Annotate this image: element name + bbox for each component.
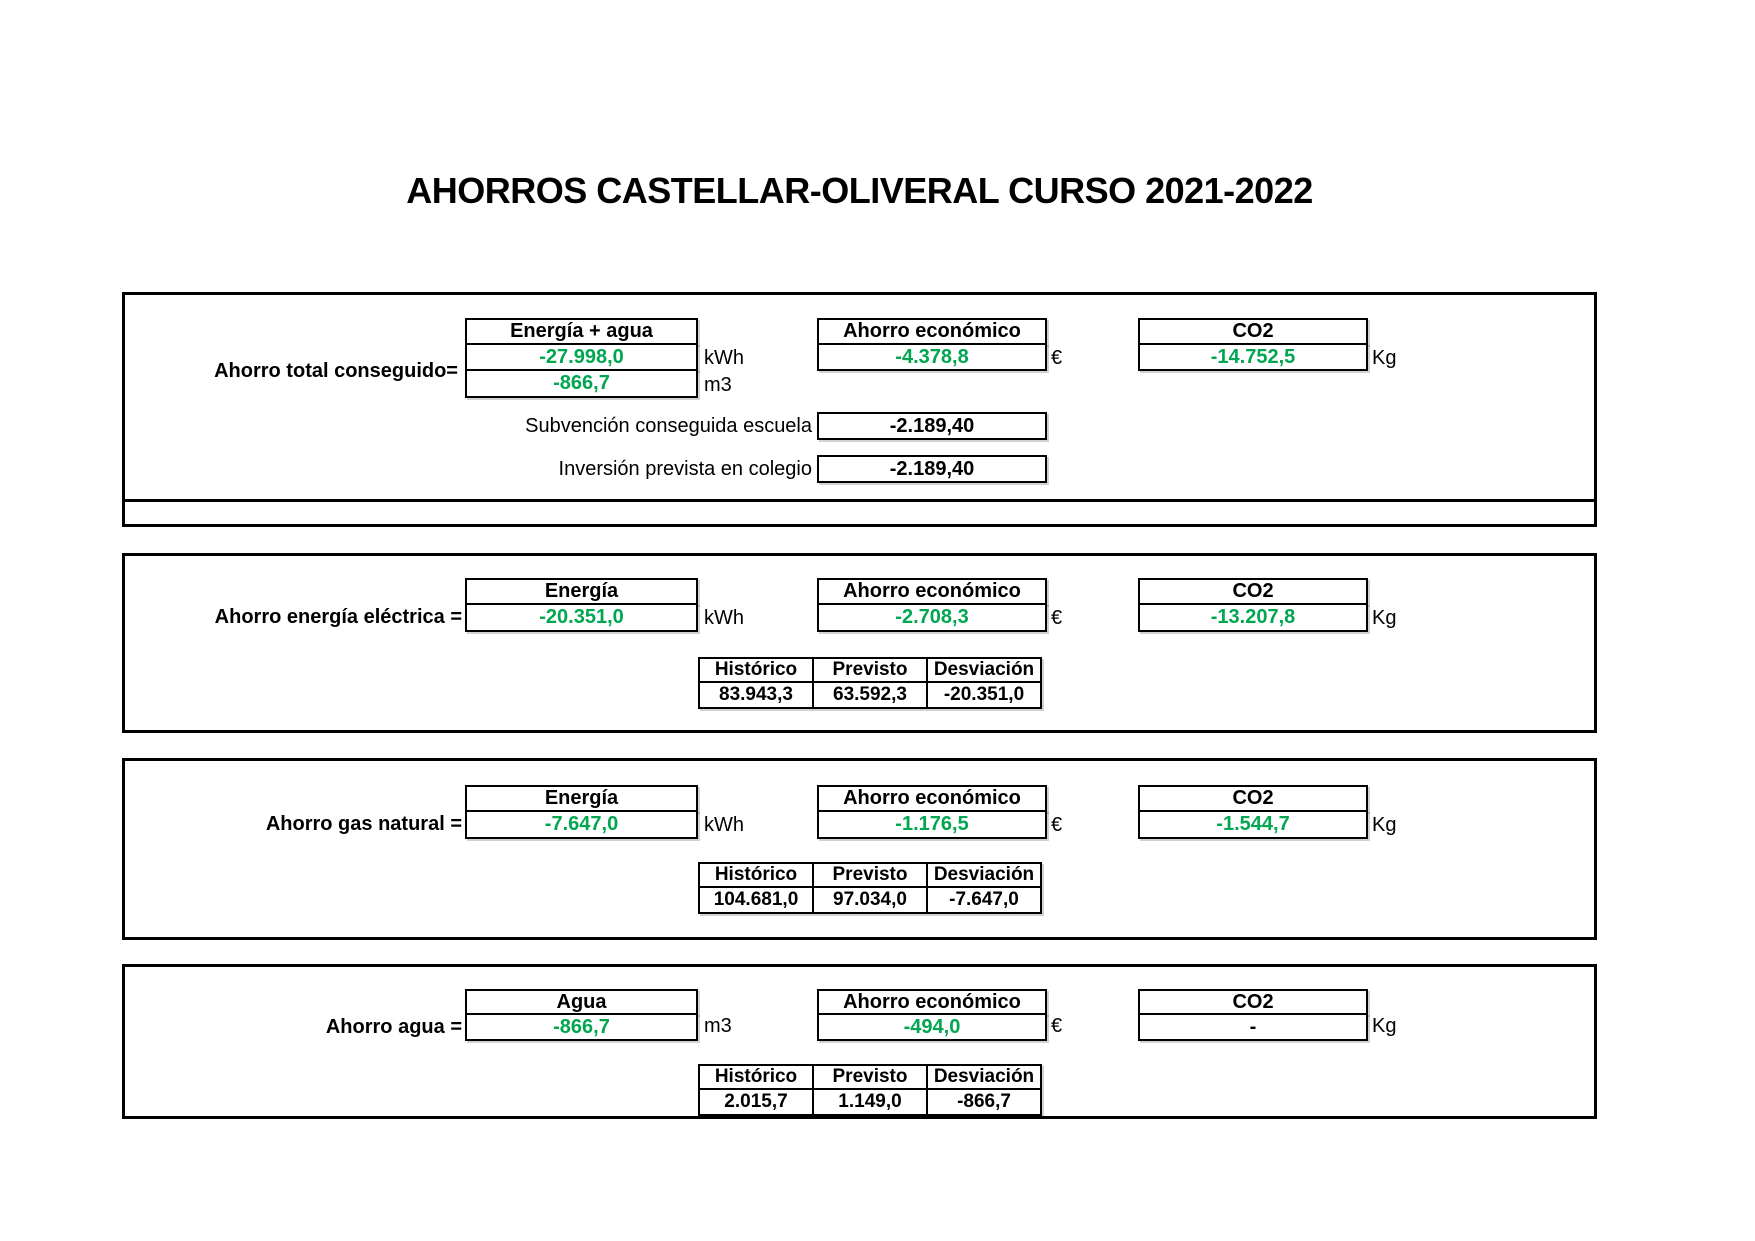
- total-euro-unit-label: €: [1051, 346, 1063, 369]
- electricity-kwh-unit-label: kWh: [704, 607, 744, 629]
- electricity-economic-header-cell: Ahorro económico: [817, 578, 1047, 605]
- gas-economic-column: [817, 785, 1047, 839]
- electricity-energy-value-cell: -20.351,0: [465, 603, 698, 632]
- water-economic-column: [817, 989, 1047, 1041]
- electricity-energy-column: [465, 578, 698, 632]
- total-kg-unit-label: Kg: [1372, 346, 1397, 369]
- water-energy-column: [465, 989, 698, 1041]
- page-title: AHORROS CASTELLAR-OLIVERAL CURSO 2021-2022: [406, 170, 1313, 211]
- total-kwh-unit-label: kWh: [704, 346, 744, 369]
- deviation-header-cell: Desviación: [927, 658, 1041, 682]
- gas-economic-value-cell: -1.176,5: [817, 810, 1047, 839]
- total-economic-header-cell: Ahorro económico: [817, 318, 1047, 345]
- gas-energy-column: [465, 785, 698, 839]
- total-energy-m3-value-cell: -866,7: [465, 369, 698, 398]
- water-economic-header-cell: Ahorro económico: [817, 989, 1047, 1015]
- forecast-header-cell: Previsto: [813, 1065, 927, 1089]
- subsidy-label: Subvención conseguida escuela: [525, 414, 812, 437]
- water-economic-value-cell: -494,0: [817, 1013, 1047, 1041]
- gas-co2-value-cell: -1.544,7: [1138, 810, 1368, 839]
- investment-label: Inversión prevista en colegio: [558, 457, 812, 480]
- history-header-cell: Histórico: [699, 1065, 813, 1089]
- gas-history-table: [698, 862, 1042, 914]
- electricity-co2-header-cell: CO2: [1138, 578, 1368, 605]
- total-economic-value-cell: -4.378,8: [817, 343, 1047, 371]
- total-co2-column: [1138, 318, 1368, 371]
- water-co2-header-cell: CO2: [1138, 989, 1368, 1015]
- gas-kg-unit-label: Kg: [1372, 814, 1397, 836]
- electricity-co2-value-cell: -13.207,8: [1138, 603, 1368, 632]
- gas-euro-unit-label: €: [1051, 814, 1063, 836]
- total-m3-unit-label: m3: [704, 373, 732, 396]
- deviation-value-cell: -866,7: [927, 1089, 1041, 1115]
- water-co2-column: [1138, 989, 1368, 1041]
- electricity-history-table: [698, 657, 1042, 709]
- electricity-economic-value-cell: -2.708,3: [817, 603, 1047, 632]
- investment-value-cell: -2.189,40: [817, 455, 1047, 483]
- electricity-co2-column: [1138, 578, 1368, 632]
- deviation-header-cell: Desviación: [927, 1065, 1041, 1089]
- electricity-kg-unit-label: Kg: [1372, 607, 1397, 629]
- history-header-cell: Histórico: [699, 863, 813, 887]
- history-header-cell: Histórico: [699, 658, 813, 682]
- water-energy-value-cell: -866,7: [465, 1013, 698, 1041]
- water-euro-unit-label: €: [1051, 1015, 1063, 1037]
- gas-co2-header-cell: CO2: [1138, 785, 1368, 812]
- water-co2-value-cell: -: [1138, 1013, 1368, 1041]
- water-energy-header-cell: Agua: [465, 989, 698, 1015]
- total-co2-value-cell: -14.752,5: [1138, 343, 1368, 371]
- section-total-bottom-strip: [122, 502, 1597, 527]
- forecast-header-cell: Previsto: [813, 658, 927, 682]
- deviation-header-cell: Desviación: [927, 863, 1041, 887]
- gas-energy-value-cell: -7.647,0: [465, 810, 698, 839]
- water-history-table: [698, 1064, 1042, 1116]
- history-value-cell: 104.681,0: [699, 887, 813, 913]
- electricity-economic-column: [817, 578, 1047, 632]
- section-electricity-label: Ahorro energía eléctrica =: [214, 606, 462, 628]
- deviation-value-cell: -20.351,0: [927, 682, 1041, 708]
- water-kg-unit-label: Kg: [1372, 1015, 1397, 1037]
- forecast-value-cell: 1.149,0: [813, 1089, 927, 1115]
- total-co2-header-cell: CO2: [1138, 318, 1368, 345]
- electricity-euro-unit-label: €: [1051, 607, 1063, 629]
- electricity-energy-header-cell: Energía: [465, 578, 698, 605]
- total-economic-column: [817, 318, 1047, 371]
- water-m3-unit-label: m3: [704, 1015, 732, 1037]
- gas-energy-header-cell: Energía: [465, 785, 698, 812]
- forecast-value-cell: 63.592,3: [813, 682, 927, 708]
- gas-kwh-unit-label: kWh: [704, 814, 744, 836]
- gas-economic-header-cell: Ahorro económico: [817, 785, 1047, 812]
- subsidy-value-cell: -2.189,40: [817, 412, 1047, 440]
- section-water-label: Ahorro agua =: [325, 1015, 462, 1038]
- total-energy-kwh-value-cell: -27.998,0: [465, 343, 698, 371]
- gas-co2-column: [1138, 785, 1368, 839]
- total-energy-header-cell: Energía + agua: [465, 318, 698, 345]
- section-total-label: Ahorro total conseguido=: [214, 359, 458, 382]
- history-value-cell: 2.015,7: [699, 1089, 813, 1115]
- total-energy-column: [465, 318, 698, 398]
- history-value-cell: 83.943,3: [699, 682, 813, 708]
- forecast-value-cell: 97.034,0: [813, 887, 927, 913]
- forecast-header-cell: Previsto: [813, 863, 927, 887]
- deviation-value-cell: -7.647,0: [927, 887, 1041, 913]
- section-gas-label: Ahorro gas natural =: [265, 812, 462, 835]
